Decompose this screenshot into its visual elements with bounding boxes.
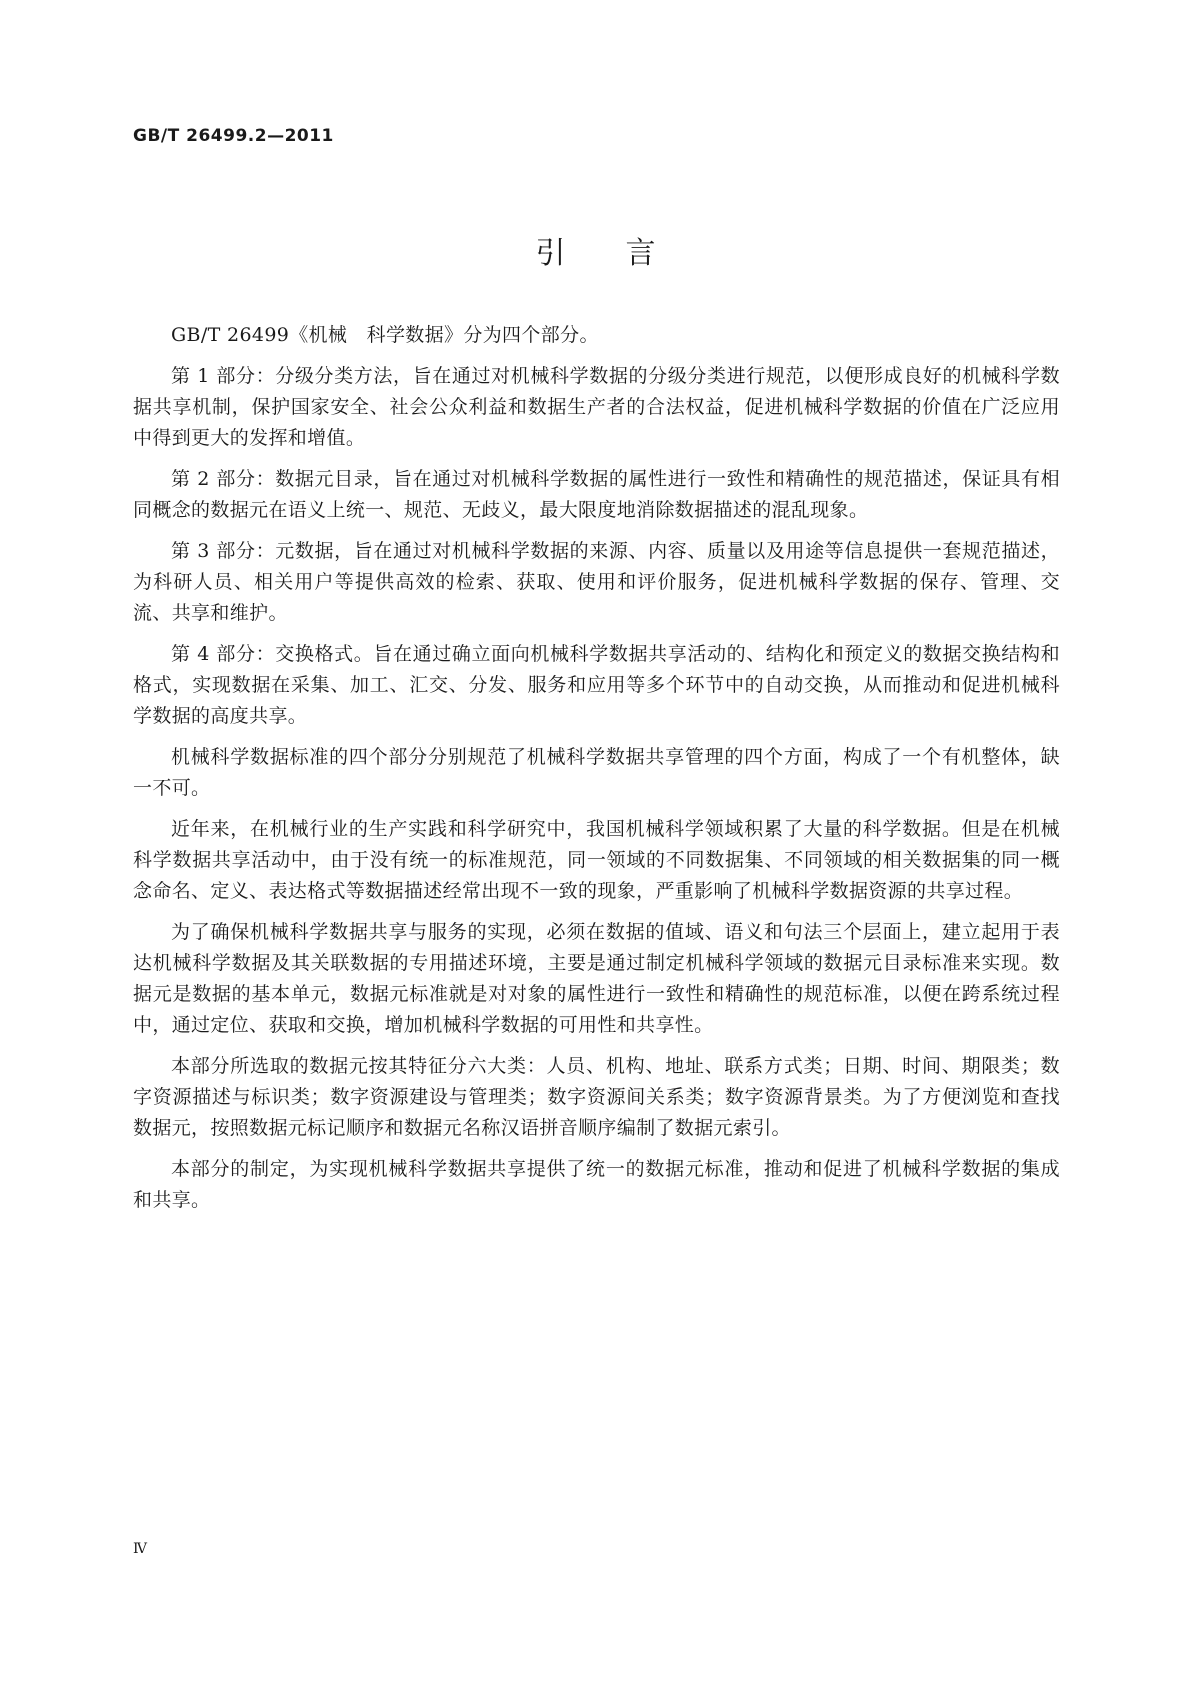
standard-code: GB/T 26499.2—2011 (133, 126, 334, 146)
paragraph-part-1: 第 1 部分：分级分类方法，旨在通过对机械科学数据的分级分类进行规范，以便形成良好的机械科学数据共享机制，保护国家安全、社会公众利益和数据生产者的合法权益，促进机械科学数据的价值在广泛应用中得到更大的发挥和增值。 (133, 365, 1060, 449)
paragraph-conclusion: 本部分的制定，为实现机械科学数据共享提供了统一的数据元标准，推动和促进了机械科学数据的集成和共享。 (133, 1158, 1060, 1211)
page-title: 引言 (535, 236, 716, 271)
paragraph-overview: GB/T 26499《机械 科学数据》分为四个部分。 (171, 324, 599, 346)
page-number: Ⅳ (133, 1541, 147, 1557)
paragraph-part-2: 第 2 部分：数据元目录，旨在通过对机械科学数据的属性进行一致性和精确性的规范描述，保证具有相同概念的数据元在语义上统一、规范、无歧义，最大限度地消除数据描述的混乱现象。 (133, 468, 1060, 521)
paragraph-part-4: 第 4 部分：交换格式。旨在通过确立面向机械科学数据共享活动的、结构化和预定义的数据交换结构和格式，实现数据在采集、加工、汇交、分发、服务和应用等多个环节中的自动交换，从而推动和促进机械科学数据的高度共享。 (133, 643, 1060, 727)
paragraph-purpose: 为了确保机械科学数据共享与服务的实现，必须在数据的值域、语义和句法三个层面上，建立起用于表达机械科学数据及其关联数据的专用描述环境，主要是通过制定机械科学领域的数据元目录标准来实现。数据元是数据的基本单元，数据元标准就是对对象的属性进行一致性和精确性的规范标准，以便在跨系统过程中，通过定位、获取和交换，增加机械科学数据的可用性和共享性。 (133, 921, 1060, 1036)
paragraph-categories: 本部分所选取的数据元按其特征分六大类：人员、机构、地址、联系方式类；日期、时间、期限类；数字资源描述与标识类；数字资源建设与管理类；数字资源间关系类；数字资源背景类。为了方便浏览和查找数据元，按照数据元标记顺序和数据元名称汉语拼音顺序编制了数据元索引。 (133, 1055, 1060, 1139)
paragraph-background: 近年来，在机械行业的生产实践和科学研究中，我国机械科学领域积累了大量的科学数据。但是在机械科学数据共享活动中，由于没有统一的标准规范，同一领域的不同数据集、不同领域的相关数据集的同一概念命名、定义、表达格式等数据描述经常出现不一致的现象，严重影响了机械科学数据资源的共享过程。 (133, 818, 1060, 902)
paragraph-part-3: 第 3 部分：元数据，旨在通过对机械科学数据的来源、内容、质量以及用途等信息提供一套规范描述，为科研人员、相关用户等提供高效的检索、获取、使用和评价服务，促进机械科学数据的保存、管理、交流、共享和维护。 (133, 540, 1060, 624)
introduction-body (133, 320, 1060, 1226)
paragraph-integration: 机械科学数据标准的四个部分分别规范了机械科学数据共享管理的四个方面，构成了一个有机整体，缺一不可。 (133, 746, 1060, 799)
